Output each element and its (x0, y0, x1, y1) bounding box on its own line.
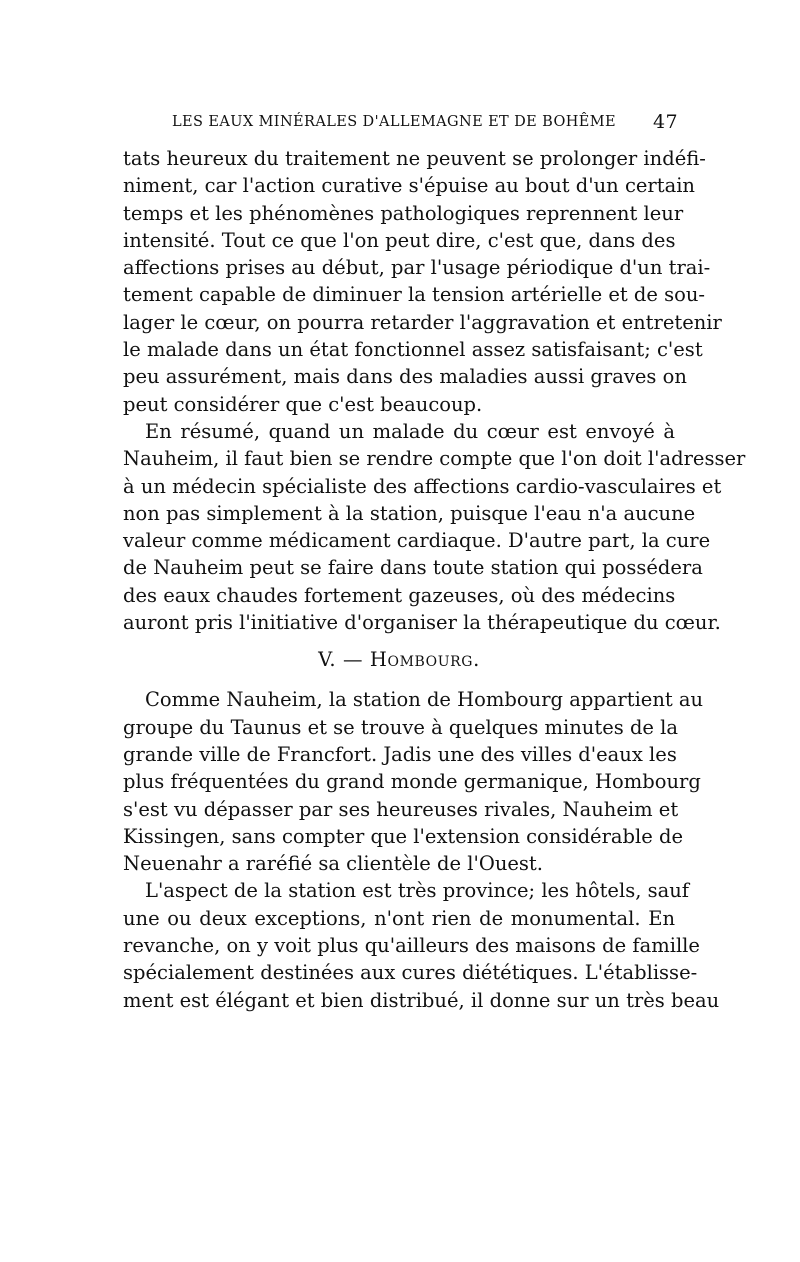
text-line: tement capable de diminuer la tension artérielle et de sou- (123, 283, 706, 307)
text-line: une ou deux exceptions, n'ont rien de monumental. En (123, 906, 675, 930)
text-line: temps et les phénomènes pathologiques reprennent leur (123, 201, 684, 225)
text-line: niment, car l'action curative s'épuise au bout d'un certain (123, 174, 695, 198)
text-line: Nauheim, il faut bien se rendre compte que l'on doit l'adresser (123, 447, 746, 471)
section-title: Hombourg. (369, 648, 480, 672)
paragraph-2 (123, 418, 746, 636)
paragraph-1 (123, 145, 722, 418)
paragraph-3 (123, 686, 704, 877)
text-line: à un médecin spécialiste des affections cardio-vasculaires et (123, 474, 722, 498)
text-line: groupe du Taunus et se trouve à quelques minutes de la (123, 715, 679, 739)
text-line: affections prises au début, par l'usage périodique d'un trai- (123, 256, 711, 280)
text-line: non pas simplement à la station, puisque l'eau n'a aucune (123, 501, 696, 525)
text-line: peut considérer que c'est beaucoup. (123, 392, 483, 416)
text-line: Kissingen, sans compter que l'extension considérable de (123, 824, 684, 848)
section-heading (123, 646, 675, 673)
text-line: auront pris l'initiative d'organiser la thérapeutique du cœur. (123, 611, 721, 635)
text-line: peu assurément, mais dans des maladies aussi graves on (123, 365, 687, 389)
page-number: 47 (653, 111, 678, 133)
body-text (123, 145, 746, 1014)
text-line: tats heureux du traitement ne peuvent se prolonger indéfi- (123, 147, 706, 170)
text-line: intensité. Tout ce que l'on peut dire, c'est que, dans des (123, 228, 676, 252)
text-line: L'aspect de la station est très province; les hôtels, sauf (145, 879, 690, 903)
text-line: spécialement destinées aux cures diététiques. L'établisse- (123, 961, 698, 985)
text-line: s'est vu dépasser par ses heureuses rivales, Nauheim et (123, 797, 679, 821)
text-line: ment est élégant et bien distribué, il donne sur un très beau (123, 988, 720, 1012)
text-line: des eaux chaudes fortement gazeuses, où des médecins (123, 583, 676, 607)
paragraph-4 (123, 877, 720, 1013)
text-line: Neuenahr a raréfié sa clientèle de l'Ouest. (123, 852, 543, 876)
text-line: En résumé, quand un malade du cœur est envoyé à (145, 419, 675, 443)
text-line: valeur comme médicament cardiaque. D'autre part, la cure (123, 529, 711, 553)
text-line: Comme Nauheim, la station de Hombourg appartient au (145, 688, 704, 712)
section-number: V. — (318, 648, 364, 672)
text-line: grande ville de Francfort. Jadis une des villes d'eaux les (123, 742, 677, 766)
text-line: plus fréquentées du grand monde germanique, Hombourg (123, 770, 701, 794)
running-title: LES EAUX MINÉRALES D'ALLEMAGNE ET DE BOHÊME (172, 114, 617, 130)
text-line: de Nauheim peut se faire dans toute station qui possédera (123, 556, 703, 580)
text-line: revanche, on y voit plus qu'ailleurs des maisons de famille (123, 934, 700, 958)
text-line: lager le cœur, on pourra retarder l'aggravation et entretenir (123, 310, 722, 334)
text-line: le malade dans un état fonctionnel assez satisfaisant; c'est (123, 338, 703, 362)
